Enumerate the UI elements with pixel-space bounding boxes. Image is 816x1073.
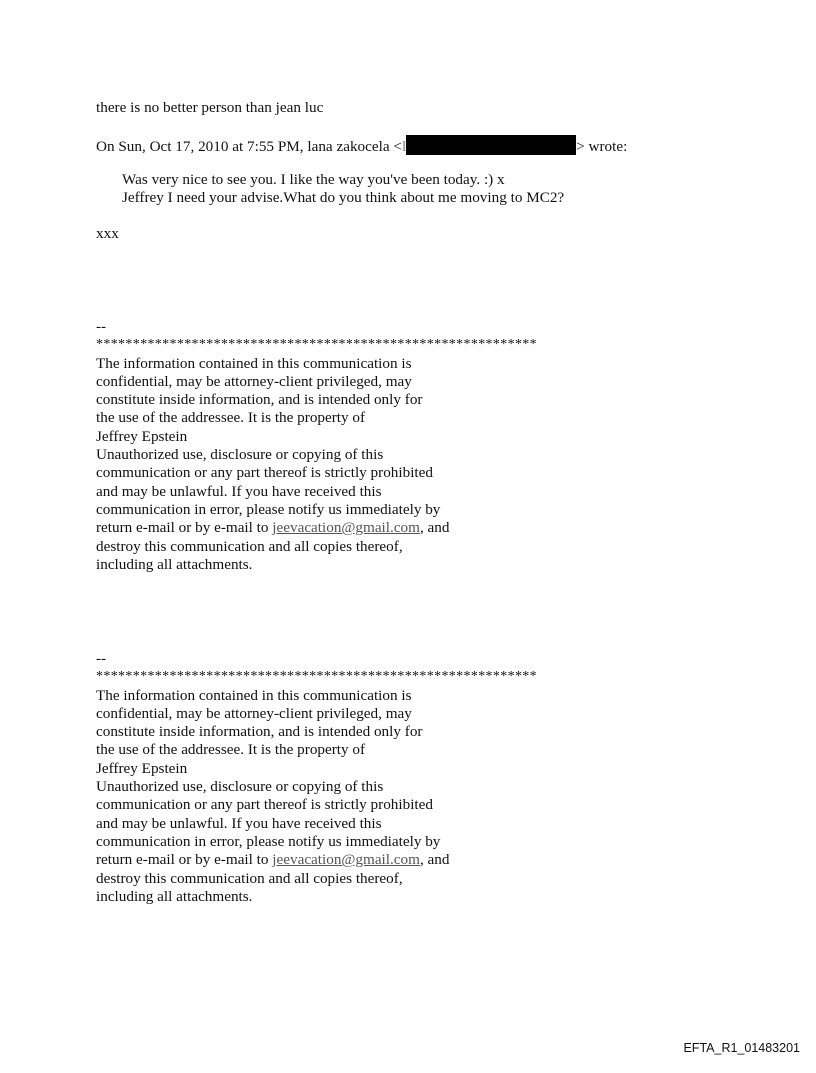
email-link[interactable]: jeevacation@gmail.com bbox=[272, 851, 420, 869]
link-line-suffix: , and bbox=[419, 851, 450, 869]
disclaimer-line: confidential, may be attorney-client privileged, may bbox=[96, 704, 412, 722]
disclaimer-block bbox=[96, 318, 556, 574]
disclaimer-line: destroy this communication and all copies thereof, bbox=[96, 869, 403, 887]
signoff: xxx bbox=[96, 225, 119, 242]
separator: -- bbox=[96, 650, 107, 667]
redaction-box bbox=[406, 135, 576, 155]
quote-header bbox=[96, 135, 627, 156]
link-line-prefix: return e-mail or by e-mail to bbox=[96, 519, 273, 537]
quoted-line: Jeffrey I need your advise.What do you think about me moving to MC2? bbox=[122, 189, 565, 206]
disclaimer-line: The information contained in this communication is bbox=[96, 686, 412, 704]
disclaimer-line: communication or any part thereof is strictly prohibited bbox=[96, 464, 433, 482]
disclaimer-line: including all attachments. bbox=[96, 555, 253, 573]
disclaimer-line: constitute inside information, and is intended only for bbox=[96, 391, 423, 409]
disclaimer-line: and may be unlawful. If you have received this bbox=[96, 482, 382, 500]
disclaimer-block bbox=[96, 650, 556, 906]
link-line-prefix: return e-mail or by e-mail to bbox=[96, 851, 273, 869]
disclaimer-line: Unauthorized use, disclosure or copying of this bbox=[96, 446, 384, 464]
disclaimer-line: Jeffrey Epstein bbox=[96, 427, 188, 445]
disclaimer-line: and may be unlawful. If you have received this bbox=[96, 814, 382, 832]
disclaimer-line: Jeffrey Epstein bbox=[96, 759, 188, 777]
disclaimer-line: communication in error, please notify us immediately by bbox=[96, 500, 441, 518]
disclaimer-link-line bbox=[96, 851, 556, 869]
disclaimer-line: the use of the addressee. It is the property of bbox=[96, 741, 366, 759]
document-id: EFTA_R1_01483201 bbox=[683, 1041, 800, 1055]
disclaimer-line: confidential, may be attorney-client privileged, may bbox=[96, 372, 412, 390]
quote-header-suffix: > wrote: bbox=[576, 138, 628, 155]
stars-divider: ************************************************************ bbox=[96, 337, 537, 353]
disclaimer-line: communication in error, please notify us immediately by bbox=[96, 832, 441, 850]
quote-header-prefix: On Sun, Oct 17, 2010 at 7:55 PM, lana zakocela < bbox=[96, 138, 402, 155]
quote-header-redacted-fragment: l bbox=[401, 138, 407, 155]
quoted-line: Was very nice to see you. I like the way you've been today. :) x bbox=[122, 171, 505, 188]
disclaimer-line: Unauthorized use, disclosure or copying of this bbox=[96, 778, 384, 796]
separator: -- bbox=[96, 318, 107, 335]
disclaimer-line: the use of the addressee. It is the property of bbox=[96, 409, 366, 427]
link-line-suffix: , and bbox=[419, 519, 450, 537]
disclaimer-line: destroy this communication and all copies thereof, bbox=[96, 537, 403, 555]
disclaimer-line: including all attachments. bbox=[96, 887, 253, 905]
email-link[interactable]: jeevacation@gmail.com bbox=[272, 519, 420, 537]
reply-text: there is no better person than jean luc bbox=[96, 99, 324, 116]
disclaimer-line: constitute inside information, and is intended only for bbox=[96, 723, 423, 741]
stars-divider: ************************************************************ bbox=[96, 669, 537, 685]
disclaimer-line: communication or any part thereof is strictly prohibited bbox=[96, 796, 433, 814]
disclaimer-line: The information contained in this communication is bbox=[96, 354, 412, 372]
disclaimer-link-line bbox=[96, 519, 556, 537]
